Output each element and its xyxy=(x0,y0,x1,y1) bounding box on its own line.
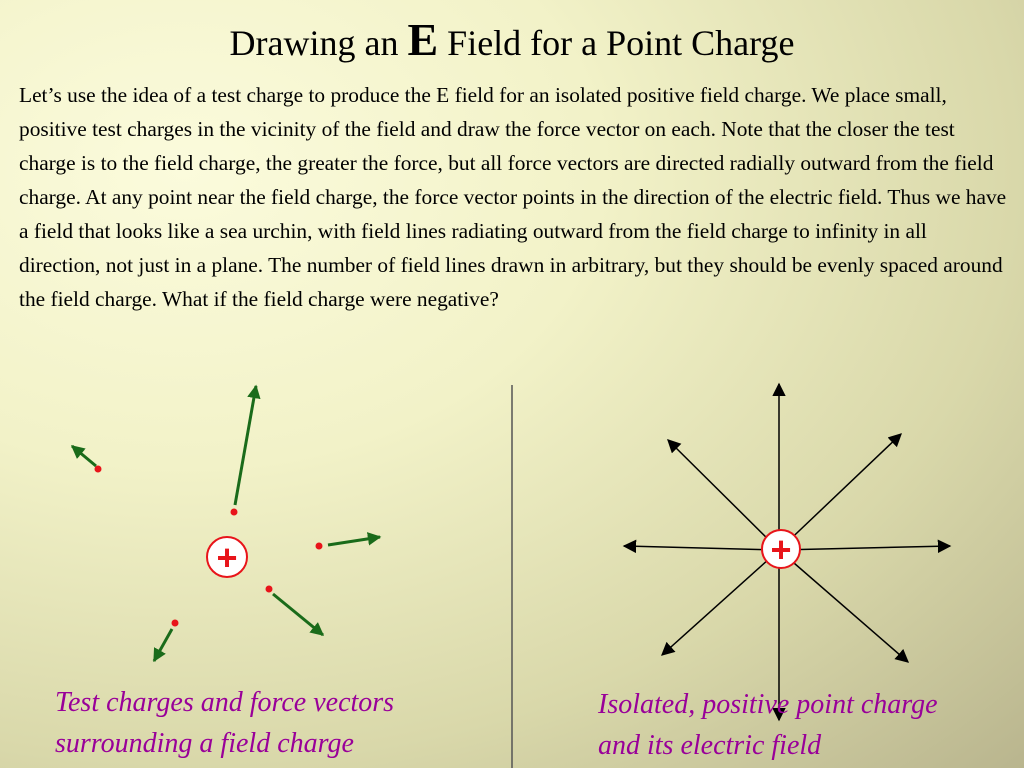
field-charge-right-symbol: + xyxy=(770,529,792,570)
test-charge-4 xyxy=(266,586,324,636)
field-line-down-left xyxy=(662,550,779,655)
test-charge-2 xyxy=(231,386,257,516)
caption-left-line2: surrounding a field charge xyxy=(55,728,354,759)
force-vector-1 xyxy=(72,446,96,466)
body-paragraph: Let’s use the idea of a test charge to produce the E field for an isolated positive field charge. We place small, positive test charges in the vicinity of the field and draw the force vector on each. Note that the closer the test charge is to the field charge, the greater the force, but all force vectors are directed radially outward from the field charge. At any point near the field charge, the force vector points in the direction of the electric field. Thus we have a field that looks like a sea urchin, with field lines radiating outward from the field charge to infinity in all direction, not just in a plane. The number of field lines drawn in arbitrary, but they should be evenly spaced around the field charge. What if the field charge were negative? xyxy=(19,83,1007,311)
caption-right xyxy=(598,684,1023,766)
force-vector-2 xyxy=(235,386,256,505)
caption-left xyxy=(55,682,495,764)
force-vector-5 xyxy=(154,629,172,661)
caption-right-line1: Isolated, positive point charge xyxy=(598,689,938,720)
title-suffix: Field for a Point Charge xyxy=(438,23,795,63)
field-line-up-right xyxy=(779,434,901,550)
title-prefix: Drawing an xyxy=(229,23,408,63)
test-charge-5 xyxy=(154,620,179,662)
field-line-down-right xyxy=(779,550,908,662)
title-e-symbol: E xyxy=(407,14,439,65)
field-line-left xyxy=(624,546,779,550)
right-diagram xyxy=(624,384,950,720)
caption-left-line1: Test charges and force vectors xyxy=(55,687,395,718)
left-diagram xyxy=(72,386,380,661)
force-vector-4 xyxy=(273,594,323,635)
field-charge-left xyxy=(207,537,247,578)
field-charge-right xyxy=(762,529,800,570)
field-line-up-left xyxy=(668,440,779,550)
field-line-right xyxy=(779,546,950,550)
test-charge-1 xyxy=(72,446,102,473)
caption-right-line2: and its electric field xyxy=(598,730,822,761)
field-charge-left-symbol: + xyxy=(216,537,238,578)
force-vector-3 xyxy=(328,537,380,545)
test-charge-3 xyxy=(316,537,381,550)
